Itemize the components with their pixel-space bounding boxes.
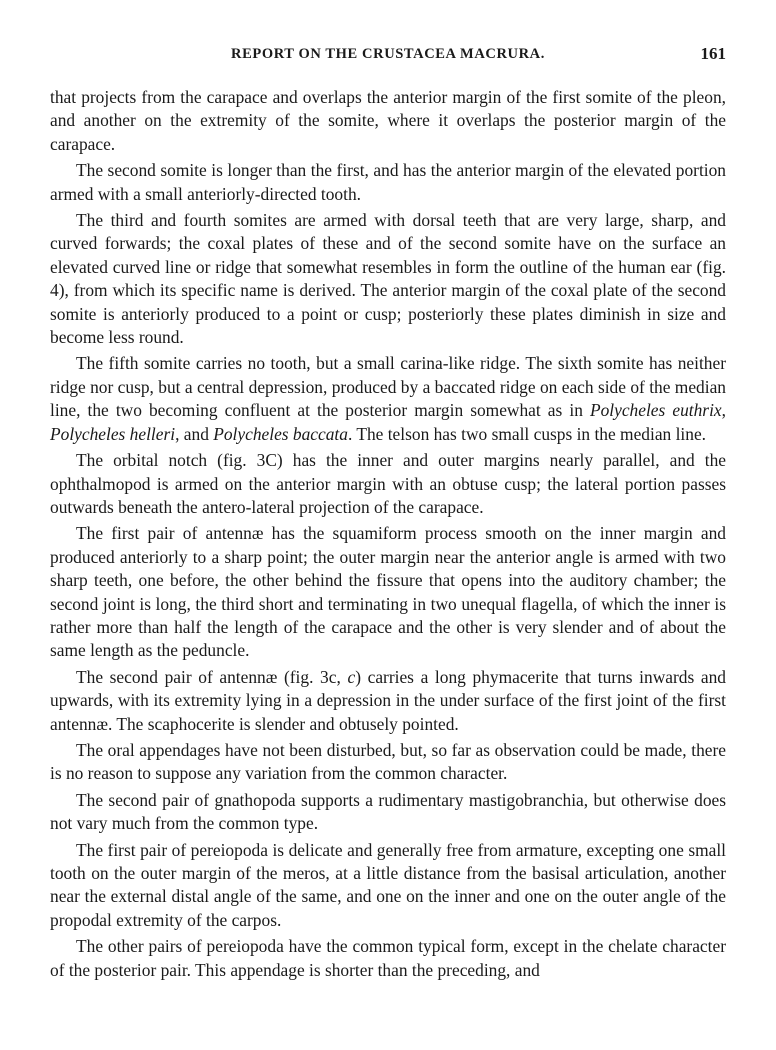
paragraph-orbital-notch: The orbital notch (fig. 3C) has the inner and outer margins nearly parallel, and the ophthalmopod is armed on the anterior margin with an obtuse cusp; the lateral portion passes outwards beneath the antero-lateral projection of the carapace. — [50, 450, 726, 517]
paragraph-text: The second pair of antennæ (fig. 3c, — [76, 666, 348, 687]
paragraph-oral-appendages: The oral appendages have not been disturbed, but, so far as observation could be made, there is no reason to suppose any variation from the common character. — [50, 739, 726, 784]
paragraph-text: , and — [175, 423, 214, 444]
paragraph-continuation: that projects from the carapace and overlaps the anterior margin of the first somite of the pleon, and another on the extremity of the somite, where it overlaps the posterior margin of the carapace. — [50, 87, 726, 154]
paragraph-other-pereiopoda: The other pairs of pereiopoda have the common typical form, except in the chelate character of the posterior pair. This appendage is shorter than the preceding, and — [50, 936, 726, 980]
species-name: Polycheles helleri — [50, 423, 176, 444]
running-title: REPORT ON THE CRUSTACEA MACRURA. — [231, 46, 545, 62]
paragraph-third-fourth-somites: The third and fourth somites are armed with dorsal teeth that are very large, sharp, and curved forwards; the coxal plates of these and of the second somite have on the surface an elevated curved line or ridge that somewhat resembles in form the outline of the human ear (fig. 4), from which its specific name is derived. The anterior margin of the coxal plate of the second somite is anteriorly produced to a point or cusp; posteriorly these plates diminish in size and become less round. — [50, 210, 726, 348]
paragraph-second-antennae — [50, 666, 726, 736]
species-name: Polycheles euthrix — [589, 400, 722, 421]
paragraph-fifth-sixth-somites — [50, 352, 726, 446]
paragraph-first-pereiopoda: The first pair of pereiopoda is delicate and generally free from armature, excepting one small tooth on the outer margin of the meros, at a little distance from the basisal articulation, another near the external distal angle of the same, and one on the inner and one on the outer angle of the propodal extremity of the carpos. — [50, 839, 726, 930]
species-name: Polycheles baccata — [213, 423, 348, 444]
paragraph-text: . The telson has two small cusps in the median line. — [347, 423, 707, 444]
paragraph-second-somite: The second somite is longer than the first, and has the anterior margin of the elevated portion armed with a small anteriorly-directed tooth. — [50, 160, 726, 204]
paragraph-text: The fifth somite carries no tooth, but a small carina-like ridge. The sixth somite has neither ridge nor cusp, but a central depression, produced by a baccated ridge on each side of the median line, the two becoming confluent at the posterior margin somewhat as in — [50, 353, 726, 421]
page-header — [50, 46, 726, 68]
figure-letter: c — [347, 666, 356, 687]
paragraph-text: , — [721, 400, 726, 421]
paragraph-first-antennae: The first pair of antennæ has the squamiform process smooth on the inner margin and produced anteriorly to a sharp point; the outer margin near the anterior angle is armed with two sharp teeth, one before, the other behind the fissure that opens into the auditory chamber; the second joint is long, the third short and terminating in two unequal flagella, of which the inner is rather more than half the length of the carapace and the other is very slender and of about the same length as the peduncle. — [50, 523, 726, 661]
paragraph-gnathopoda: The second pair of gnathopoda supports a rudimentary mastigobranchia, but otherwise does not vary much from the common type. — [50, 789, 726, 834]
page-number: 161 — [700, 44, 726, 63]
paragraph-text: ) carries a long phymacerite that turns inwards and upwards, with its extremity lying in a depression in the under surface of the first joint of the first antennæ. The scaphocerite is slender and obtusely pointed. — [50, 666, 726, 734]
body-text — [50, 86, 726, 985]
